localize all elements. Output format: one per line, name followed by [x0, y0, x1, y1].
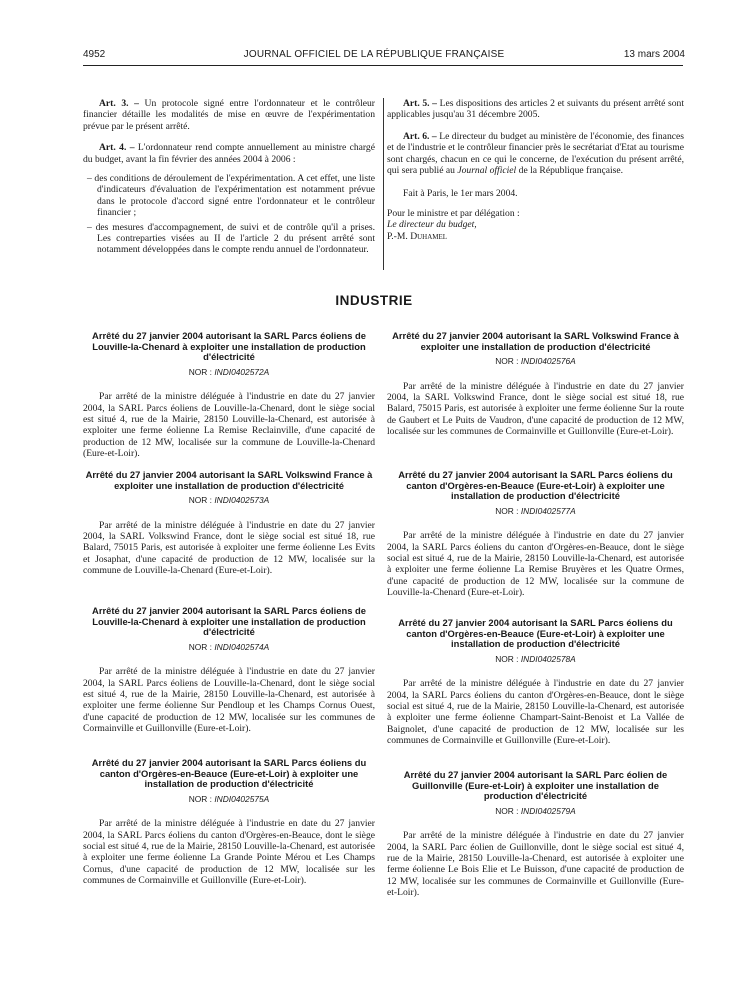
signature-line-2 [387, 219, 684, 230]
article-3 [83, 98, 375, 132]
nor-label: NOR : [495, 356, 519, 367]
item-title: Arrêté du 27 janvier 2004 autorisant la SARL Parc éolien de Guillonville (Eure-et-Loir) à exploiter une installation de production d'électricité [403, 769, 668, 802]
article-5-label: Art. 5. – [403, 98, 437, 109]
nor-code: INDI0402573A [214, 495, 270, 506]
nor-label: NOR : [188, 495, 212, 506]
nor-code: INDI0402572A [214, 366, 270, 377]
top-left-column [83, 98, 375, 256]
left-item-1 [83, 331, 375, 460]
nor-label: NOR : [188, 366, 212, 377]
nor-reference [387, 806, 684, 817]
header-rule [83, 65, 683, 66]
signature-name: P.-M. Duhamel [387, 230, 448, 242]
journal-title: JOURNAL OFFICIEL DE LA RÉPUBLIQUE FRANÇAISE [243, 49, 505, 60]
article-6-text: Le directeur du budget au ministère de l'économie, des finances et de l'industrie et le contrôleur financier près le secrétariat d'Etat au tourisme sont chargés, chacun en ce qui le concerne, de l'exécution du présent arrêté, qui sera publié au [387, 130, 685, 177]
article-4 [83, 142, 375, 165]
nor-label: NOR : [495, 505, 519, 516]
item-body: Par arrêté de la ministre déléguée à l'industrie en date du 27 janvier 2004, la SARL Parc éolien de Guillonville, dont le siège social est situé 4, rue de la Mairie, 28150 Louville-la-Chenard, est autorisée à exploiter une ferme éolienne Le Bois Elie et Le Buisson, d'une capacité de production de 12 MW, localisée sur les communes de Cormainville et Guillonville (Eure-et-Loir). [387, 830, 684, 899]
nor-reference [387, 356, 684, 367]
item-body: Par arrêté de la ministre déléguée à l'industrie en date du 27 janvier 2004, la SARL Parcs éoliens du canton d'Orgères-en-Beauce, dont le siège social est situé 4, rue de la Mairie, 28150 Louville-la-Chenard, est autorisée à exploiter une ferme éolienne Champart-Saint-Benoist et La Vallée de Baignolet, d'une capacité de production de 12 MW, localisée sur les communes de Cormainville et Guillonville (Eure-et-Loir). [387, 678, 684, 747]
item-body: Par arrêté de la ministre déléguée à l'industrie en date du 27 janvier 2004, la SARL Volkswind France, dont le siège social est situé 18, rue Balard, 75015 Paris, est autorisée à exploiter une ferme éolienne Les Evits et Josaphat, d'une capacité de production de 12 MW, localisée sur la commune de Louville-la-Chenard (Eure-et-Loir). [83, 519, 375, 577]
nor-code: INDI0402575A [214, 793, 270, 804]
item-title: Arrêté du 27 janvier 2004 autorisant la SARL Parcs éoliens du canton d'Orgères-en-Beauce (Eure-et-Loir) à exploiter une installation de production d'électricité [398, 469, 673, 502]
nor-code: INDI0402578A [520, 653, 576, 664]
nor-code: INDI0402576A [520, 356, 576, 367]
article-5 [387, 98, 684, 121]
article-4-label: Art. 4. – [99, 142, 135, 154]
nor-code: INDI0402579A [520, 805, 576, 816]
section-title: INDUSTRIE [335, 293, 413, 308]
left-item-4 [83, 758, 375, 887]
signature-title: Le directeur du budget, [387, 219, 477, 231]
right-item-3 [387, 618, 684, 747]
item-title: Arrêté du 27 janvier 2004 autorisant la SARL Parcs éoliens de Louville-la-Chenard à exploiter une installation de production d'électricité [92, 330, 366, 363]
article-6-label: Art. 6. – [403, 130, 437, 142]
article-6-end: de la République française. [518, 165, 624, 177]
nor-label: NOR : [188, 641, 212, 652]
right-item-4 [387, 770, 684, 899]
item-body: Par arrêté de la ministre déléguée à l'industrie en date du 27 janvier 2004, la SARL Parcs éoliens de Louville-la-Chenard, dont le siège social est situé 4, rue de la Mairie, 28150 Louville-la-Chenard, est autorisée à exploiter une ferme éolienne Sur Pendloup et les Champs Cornus Ouest, d'une capacité de production de 12 MW, localisée sur les communes de Cormainville et Guillonville (Eure-et-Loir). [83, 666, 375, 735]
nor-code: INDI0402574A [214, 641, 270, 652]
right-item-2 [387, 470, 684, 599]
article-6 [387, 131, 684, 177]
item-body: Par arrêté de la ministre déléguée à l'industrie en date du 27 janvier 2004, la SARL Parcs éoliens du canton d'Orgères-en-Beauce, dont le siège social est situé 4, rue de la Mairie, 28150 Louville-la-Chenard, est autorisée à exploiter une ferme éolienne La Remise Bruyères et les Quatre Ormes, d'une capacité de production de 12 MW, localisée sur la commune de Louville-la-Chenard (Eure-et-Loir). [387, 530, 684, 599]
article-4-bullet-2: – des mesures d'accompagnement, de suivi et de contrôle qu'il a prises. Les contreparties visées au II de l'article 2 du présent arrêté sont notamment développées dans le compte rendu annuel de l'ordonnateur. [87, 221, 375, 256]
item-title: Arrêté du 27 janvier 2004 autorisant la SARL Parcs éoliens du canton d'Orgères-en-Beauce (Eure-et-Loir) à exploiter une installation de production d'électricité [398, 617, 673, 650]
nor-reference [387, 506, 684, 517]
top-right-column [387, 98, 684, 242]
item-title: Arrêté du 27 janvier 2004 autorisant la SARL Volkswind France à exploiter une installation de production d'électricité [85, 469, 373, 491]
nor-reference [83, 642, 375, 653]
item-body: Par arrêté de la ministre déléguée à l'industrie en date du 27 janvier 2004, la SARL Volkswind France, dont le siège social est situé 18, rue Balard, 75015 Paris, est autorisée à exploiter une ferme éolienne Sur la route de Gaubert et Le Puits de Vaudron, d'une capacité de production de 12 MW, localisée sur les communes de Cormainville et Guillonville (Eure-et-Loir). [387, 380, 684, 438]
right-item-1 [387, 331, 684, 438]
nor-label: NOR : [188, 793, 212, 804]
nor-reference [83, 367, 375, 378]
fait-a-paris: Fait à Paris, le 1er mars 2004. [403, 188, 518, 200]
article-4-bullet-1: – des conditions de déroulement de l'expérimentation. A cet effet, une liste d'indicateurs d'évaluation de l'expérimentation est notamment prévue dans le protocole d'accord signé entre l'ordonnateur et le contrôleur financier ; [87, 173, 375, 219]
article-3-label: Art. 3. – [99, 98, 139, 109]
article-4-text: L'ordonnateur rend compte annuellement au ministre chargé du budget, avant la fin février des années 2004 à 2006 : [83, 142, 375, 165]
item-body: Par arrêté de la ministre déléguée à l'industrie en date du 27 janvier 2004, la SARL Parcs éoliens de Louville-la-Chenard, dont le siège social est situé 4, rue de la Mairie, 28150 Louville-la-Chenard, est autorisée à exploiter une ferme éolienne La Remise Reclainville, d'une capacité de production de 12 MW, localisée sur la commune de Louville-la-Chenard (Eure-et-Loir). [83, 391, 375, 460]
nor-label: NOR : [495, 653, 519, 664]
page-number: 4952 [83, 49, 106, 60]
nor-reference [83, 495, 375, 506]
left-item-3 [83, 606, 375, 735]
nor-reference [83, 794, 375, 805]
signature-line-1: Pour le ministre et par délégation : [387, 207, 520, 219]
item-title: Arrêté du 27 janvier 2004 autorisant la SARL Parcs éoliens du canton d'Orgères-en-Beauce (Eure-et-Loir) à exploiter une installation de production d'électricité [91, 757, 367, 790]
item-body: Par arrêté de la ministre déléguée à l'industrie en date du 27 janvier 2004, la SARL Parcs éoliens du canton d'Orgères-en-Beauce, dont le siège social est situé 4, rue de la Mairie, 28150 Louville-la-Chenard, est autorisée à exploiter une ferme éolienne La Grande Pointe Mérou et Les Champs Cornus, d'une capacité de production de 12 MW, localisée sur les communes de Cormainville et Guillonville (Eure-et-Loir). [83, 818, 375, 887]
nor-label: NOR : [495, 805, 519, 816]
nor-reference [387, 654, 684, 665]
item-title: Arrêté du 27 janvier 2004 autorisant la SARL Volkswind France à exploiter une installation de production d'électricité [392, 330, 679, 352]
article-5-text: Les dispositions des articles 2 et suivants du présent arrêté sont applicables jusqu'au 31 décembre 2005. [387, 98, 684, 121]
journal-officiel-italic: Journal officiel [457, 165, 517, 177]
item-title: Arrêté du 27 janvier 2004 autorisant la SARL Parcs éoliens de Louville-la-Chenard à exploiter une installation de production d'électricité [92, 605, 366, 638]
issue-date: 13 mars 2004 [623, 49, 685, 60]
left-item-2 [83, 470, 375, 577]
article-3-text: Un protocole signé entre l'ordonnateur et le contrôleur financier détaille les modalités de mise en œuvre de l'expérimentation prévue par le présent arrêté. [83, 98, 375, 132]
nor-code: INDI0402577A [520, 505, 576, 516]
column-divider [383, 98, 384, 270]
